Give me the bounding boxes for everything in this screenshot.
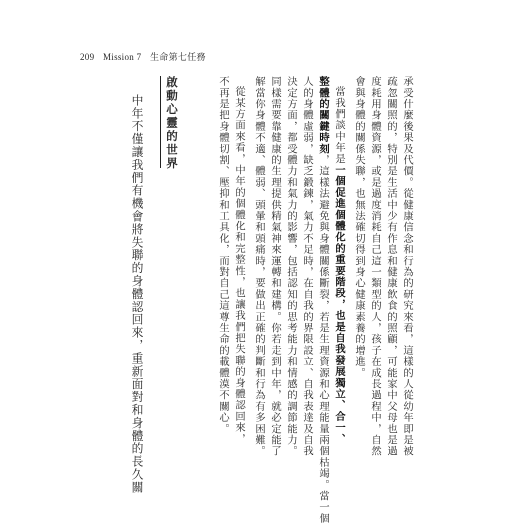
text-column-10: 解當你身體不適、體弱、頭暈和頭痛時，要做出正確的判斷和行為有多困難。 [253, 76, 265, 457]
text-column-7: 人的身體虛弱，缺乏鍛鍊，氣力不足時，在自我的界限設立、自我表達及自我 [301, 76, 313, 457]
text-column-11: 從某方面來看，中年的個體化和完整性，也讓我們把失聯的身體認回來， [233, 86, 245, 445]
section-heading: 啟動心靈的世界 [160, 76, 180, 168]
text-column-5 [330, 76, 344, 444]
text-column-9: 同樣需要靠健康的生理提供精氣神來運轉和建構。你若走到中年，就必定能了 [269, 76, 281, 457]
text-column-4: 會與身體的關係失聯，也無法確切得到身心健康素養的增進。 [353, 76, 365, 379]
closing-column-1: 中年不僅讓我們有機會將失聯的身體認回來，重新面對和身體的長久關 [130, 94, 144, 494]
column-6-rest: ，這樣法避免與身體關係斷裂，若是生理資源和心理能量兩個枯竭。當一個 [317, 154, 329, 524]
text-column-3: 度耗用身體資源，或是過度消耗自己這一類型的人，孩子在成長過程中，自然 [369, 76, 381, 457]
mission-label: Mission 7 [102, 52, 142, 62]
text-column-12: 不再是把身體切割、壓抑和工具化，而對自己這尊生命的載體漠不關心。 [217, 76, 229, 435]
page-number: 209 [80, 52, 95, 62]
text-column-6 [314, 76, 328, 524]
emphasis-text-2: 整體的關鍵時刻 [317, 76, 329, 155]
text-column-2: 疏忽關照的，特別是生活中少有作息和健康飲食的照顧，可能家中父母也是過 [385, 76, 397, 457]
emphasis-text: 一個促進個體化的重要階段，也是自我發展獨立、合一、 [333, 164, 345, 445]
running-header [80, 50, 212, 63]
text-column-1: 承受什麼後果及代價。從健康信念和行為的研究來看，這樣的人從幼年即是被 [401, 76, 413, 457]
chapter-title: 生命第七任務 [150, 52, 206, 62]
column-5-lead: 當我們談中年是 [333, 86, 345, 165]
text-column-8: 決定方面，都受體力和氣力的影響，包括認知的思考能力和情感的調節能力。 [285, 76, 297, 457]
